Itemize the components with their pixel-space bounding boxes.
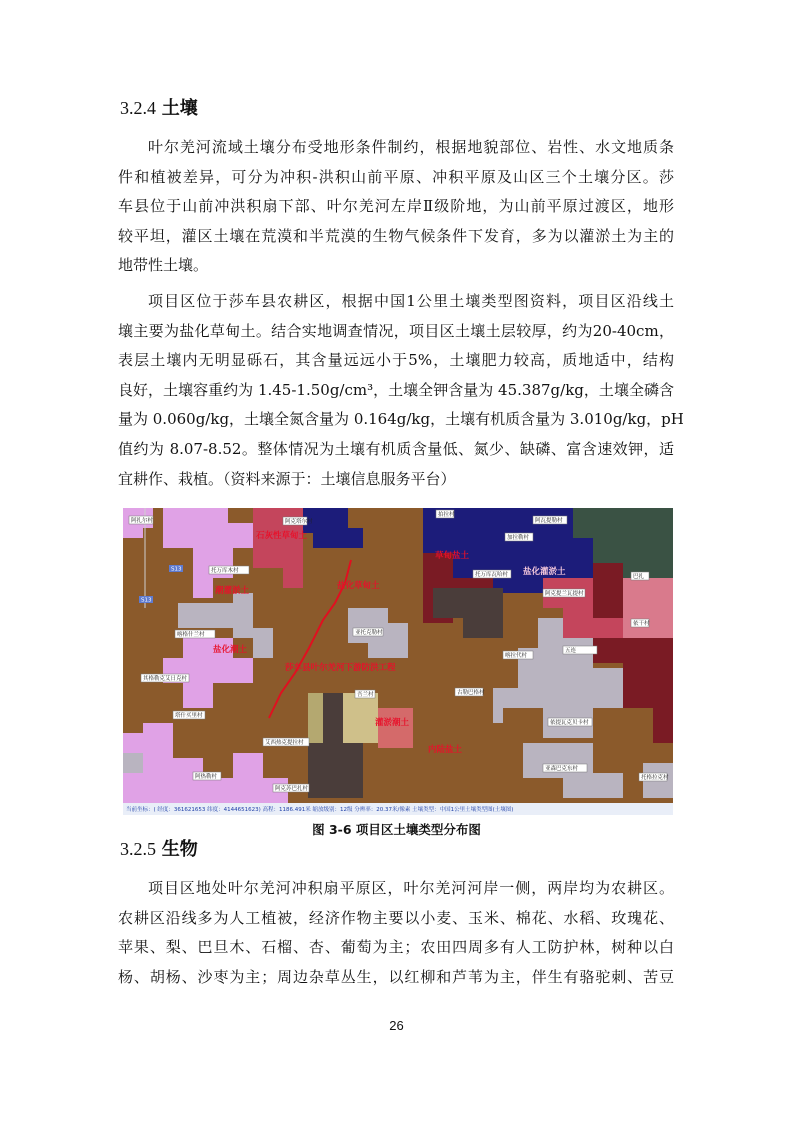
village-label: 五连 <box>565 648 577 654</box>
village-label: 阿克塔尔村 <box>285 519 313 525</box>
village-label: 其格勒克艾日克村 <box>143 676 188 682</box>
village-label: 吾兰村 <box>357 692 374 698</box>
section-heading-soil <box>120 94 198 120</box>
road-label: S13 <box>171 566 182 573</box>
section-title: 土壤 <box>161 98 198 119</box>
text-line: 杨、胡杨、沙枣为主；周边杂草丛生，以红柳和芦苇为主，伴生有骆驼刺、苦豆 <box>118 967 674 986</box>
village-label: 塔什买里村 <box>175 713 203 719</box>
village-label: 加拉勒村 <box>507 535 530 541</box>
village-label: 拍拉村 <box>438 512 455 518</box>
village-label: 托格拉克村 <box>641 775 669 781</box>
village-label: 阿克提兰瓦提村 <box>545 591 584 597</box>
map-label-soil-3: 盐化灌淤土 <box>523 567 566 577</box>
text-line: 件和植被差异，可分为冲积-洪积山前平原、冲积平原及山区三个土壤分区。莎 <box>118 167 674 186</box>
map-label-soil-2: 草甸盐土 <box>435 551 470 561</box>
map-status-text: 当前坐标：( 经度：361621653 纬度：4144651623) 高程：1186.491米 缩放级别：12级 分辨率：20.37米/像素 土壤类型：中国1公里土壤类型图(土壤图) <box>126 807 514 813</box>
map-label-soil-6: 盐化潮土 <box>213 645 248 655</box>
soil-paragraph-1 <box>118 133 674 281</box>
text-line: 项目区位于莎车县农耕区，根据中国1公里土壤类型图资料，项目区沿线土 <box>148 292 674 310</box>
soil-map-graphic <box>123 508 673 815</box>
soil-zone-khaki-2 <box>343 693 378 743</box>
map-label-soil-7: 灌淤潮土 <box>375 718 410 728</box>
text-line: 壤主要为盐化草甸土。结合实地调查情况，项目区土壤土层较厚，约为20-40cm， <box>118 321 674 340</box>
section-title: 生物 <box>161 839 198 860</box>
map-label-soil-1: 石灰性草甸土 <box>256 531 308 541</box>
text-line: 农耕区沿线多为人工植被，经济作物主要以小麦、玉米、棉花、水稻、玫瑰花、 <box>118 908 674 927</box>
village-label: 托万库木村 <box>211 568 239 574</box>
village-label: 古勒巴格村 <box>457 690 485 696</box>
village-label: 喀格什兰村 <box>177 632 205 638</box>
village-label: 巴扎 <box>633 574 645 580</box>
page-number: 26 <box>389 1018 404 1033</box>
section-number: 3.2.4 <box>120 98 156 118</box>
text-line: 苹果、梨、巴旦木、石榴、杏、葡萄为主；农田四周多有人工防护林，树种以白 <box>118 938 674 957</box>
map-label-soil-4: 潮灌淤土 <box>215 586 250 596</box>
village-label: 阿扎尔村 <box>131 518 154 524</box>
map-label-project: 莎车县叶尔羌河下游防洪工程 <box>285 663 396 673</box>
text-line: 表层土壤内无明显砾石，其含量远远小于5%，土壤肥力较高，质地适中，结构 <box>118 351 674 370</box>
soil-paragraph-2 <box>118 287 684 494</box>
soil-zone-khaki <box>308 693 323 743</box>
text-line: 良好，土壤容重约为 1.45-1.50g/cm³，土壤全钾含量为 45.387g/kg，土壤全磷含 <box>118 380 674 399</box>
figure-caption: 图 3-6 项目区土壤类型分布图 <box>312 822 481 837</box>
text-line: 叶尔羌河流域土壤分布受地形条件制约，根据地貌部位、岩性、水文地质条 <box>148 138 674 156</box>
village-label: 阿瓦提勒村 <box>535 518 563 524</box>
biology-paragraph <box>118 874 674 992</box>
text-line: 较平坦，灌区土壤在荒漠和半荒漠的生物气候条件下发育，多为以灌淤土为主的 <box>118 226 674 245</box>
village-label: 依干村 <box>633 621 650 627</box>
village-label: 艾西热克提拉村 <box>265 740 304 746</box>
village-label: 亚托克勒村 <box>355 630 383 636</box>
text-line: 值约为 8.07-8.52。整体情况为土壤有机质含量低、氮少、缺磷、富含速效钾，适 <box>118 439 674 458</box>
soil-zone-gray-3 <box>123 753 143 773</box>
village-label: 依提瓦克贝卡村 <box>550 720 589 726</box>
map-label-soil-5: 盐化草甸土 <box>337 581 380 591</box>
village-label: 阿克苏巴扎村 <box>275 786 309 792</box>
text-line: 量为 0.060g/kg，土壤全氮含量为 0.164g/kg，土壤有机质含量为 3.010g/kg，pH <box>118 410 684 429</box>
text-line: 宜耕作、栽植。（资料来源于：土壤信息服务平台） <box>118 469 456 488</box>
soil-zone-rose-right <box>623 578 673 638</box>
section-heading-biology <box>120 835 198 861</box>
village-label: 阿热勒村 <box>195 774 218 780</box>
text-line: 项目区地处叶尔羌河冲积扇平原区，叶尔羌河河岸一侧，两岸均为农耕区。 <box>148 879 674 897</box>
village-label: 喀拉代村 <box>505 653 528 659</box>
road-label: S13 <box>141 597 152 604</box>
village-label: 托万库瓦哈村 <box>475 572 509 578</box>
soil-type-map <box>123 508 673 815</box>
text-line: 车县位于山前冲洪积扇下部、叶尔羌河左岸Ⅱ级阶地，为山前平原过渡区，地形 <box>118 197 674 216</box>
text-line: 地带性土壤。 <box>118 256 209 275</box>
section-number: 3.2.5 <box>120 839 156 859</box>
soil-zone-rose <box>378 708 413 748</box>
map-label-soil-8: 内陆盐土 <box>428 745 463 755</box>
village-label: 亚森巴克东村 <box>545 766 579 772</box>
